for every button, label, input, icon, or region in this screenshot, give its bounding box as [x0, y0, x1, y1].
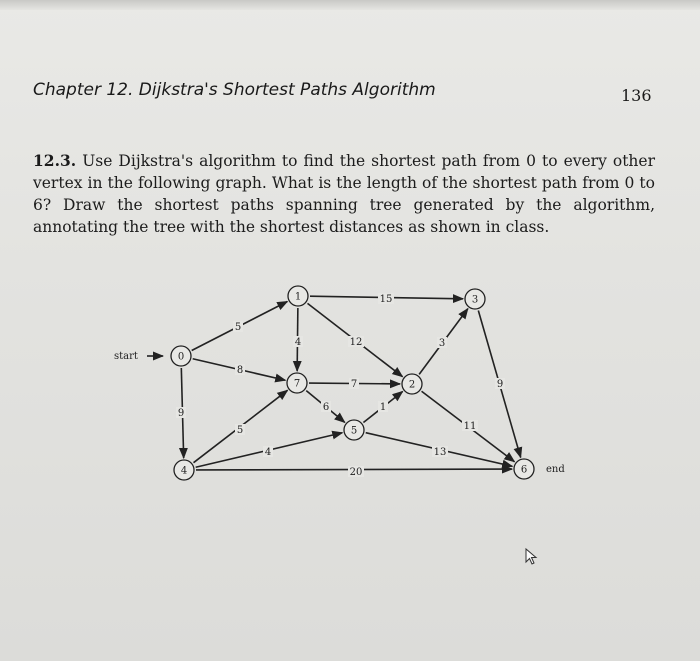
edge-weight-2-3: 3: [438, 338, 446, 349]
problem-number: 12.3.: [33, 151, 77, 170]
edge-weight-0-4: 9: [177, 408, 185, 419]
edge-weight-1-3: 15: [379, 294, 393, 305]
problem-text: Use Dijkstra's algorithm to find the shortest path from 0 to every other vertex in the following graph. What is the length of the shortest path from 0 to 6? Draw the shortest paths spanning tree generated by the algorithm, annotating the tree with the shortest distances as shown in class.: [33, 152, 655, 236]
vertex-label-6: 6: [520, 464, 528, 476]
edge-weight-0-7: 8: [236, 365, 244, 376]
vertex-label-1: 1: [294, 291, 302, 303]
edge-weight-3-6: 9: [496, 379, 504, 390]
edge-weight-5-2: 1: [379, 402, 387, 413]
edge-weight-0-1: 5: [234, 322, 242, 333]
edge-weight-4-6: 20: [349, 467, 363, 478]
vertex-label-4: 4: [180, 465, 188, 477]
page-number: 136: [621, 86, 652, 105]
edge-weight-1-2: 12: [349, 337, 363, 348]
vertex-label-2: 2: [408, 379, 416, 391]
start-label: start: [114, 351, 138, 362]
chapter-heading: Chapter 12. Dijkstra's Shortest Paths Algorithm: [33, 80, 436, 100]
edge-weight-7-5: 6: [322, 402, 330, 413]
edge-weight-7-2: 7: [350, 379, 358, 390]
edge-weight-4-5: 4: [264, 447, 272, 458]
end-label: end: [546, 464, 565, 475]
edge-weight-2-6: 11: [463, 421, 477, 432]
edges-layer: [176, 293, 521, 478]
vertex-label-0: 0: [177, 351, 185, 363]
vertex-label-3: 3: [471, 294, 479, 306]
mouse-cursor-icon: [524, 547, 540, 567]
vertex-label-7: 7: [293, 378, 301, 390]
edge-weight-5-6: 13: [433, 447, 447, 458]
edge-weight-4-7: 5: [236, 425, 244, 436]
vertex-label-5: 5: [350, 425, 358, 437]
edge-weight-1-7: 4: [294, 337, 302, 348]
